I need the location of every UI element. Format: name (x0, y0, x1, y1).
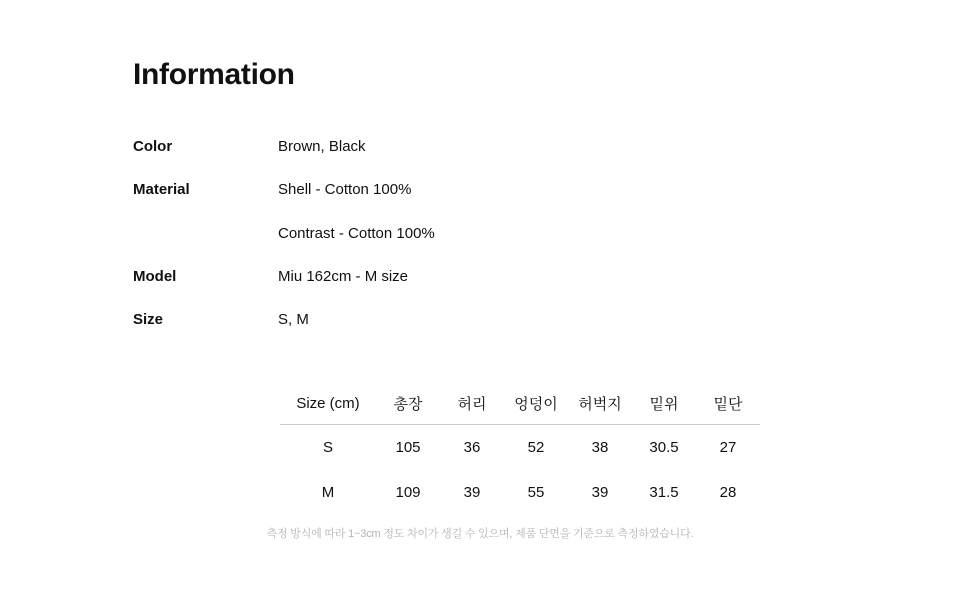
column-header-waist: 허리 (440, 382, 504, 425)
column-header-hip: 엉덩이 (504, 382, 568, 425)
cell-waist: 39 (463, 484, 481, 501)
size-table-body (280, 425, 760, 516)
info-label: Model (133, 268, 177, 285)
cell-hem: 28 (719, 484, 737, 501)
cell-waist: 36 (463, 439, 481, 456)
info-label: Color (133, 138, 173, 155)
cell-hip: 52 (527, 439, 545, 456)
measurement-note: 측정 방식에 따라 1~3cm 정도 차이가 생길 수 있으며, 제품 단면을 기준으로 측정하였습니다. (266, 528, 694, 540)
info-value: Brown, Black (278, 138, 366, 155)
column-header-size: Size (cm) (280, 382, 376, 425)
info-row-color (133, 136, 833, 157)
cell-total-length: 109 (395, 484, 421, 501)
info-label: Size (133, 311, 164, 328)
cell-rise: 30.5 (649, 439, 679, 456)
info-row-material (133, 179, 833, 244)
info-value: Miu 162cm - M size (278, 268, 409, 285)
info-row-model (133, 266, 833, 287)
cell-size: S (322, 439, 333, 456)
cell-thigh: 38 (591, 439, 609, 456)
size-chart (280, 382, 760, 515)
cell-size: M (321, 484, 335, 501)
cell-thigh: 39 (591, 484, 609, 501)
cell-total-length: 105 (395, 439, 421, 456)
info-values (278, 179, 833, 244)
page-title: Information (133, 58, 295, 91)
size-table-head (280, 382, 760, 425)
info-row-size (133, 309, 833, 330)
info-values (278, 309, 833, 330)
info-value: Shell - Cotton 100% (278, 181, 412, 198)
size-table (280, 382, 760, 515)
table-header-row (280, 382, 760, 425)
info-values (278, 266, 833, 287)
column-header-thigh: 허벅지 (568, 382, 632, 425)
cell-rise: 31.5 (649, 484, 679, 501)
column-header-total-length: 총장 (376, 382, 440, 425)
info-values (278, 136, 833, 157)
info-value: Contrast - Cotton 100% (278, 225, 435, 242)
info-value: S, M (278, 311, 309, 328)
info-label: Material (133, 181, 190, 198)
column-header-hem: 밑단 (696, 382, 760, 425)
column-header-rise: 밑위 (632, 382, 696, 425)
table-row (280, 470, 760, 515)
table-row (280, 425, 760, 471)
cell-hip: 55 (527, 484, 545, 501)
cell-hem: 27 (719, 439, 737, 456)
information-list (133, 136, 833, 352)
